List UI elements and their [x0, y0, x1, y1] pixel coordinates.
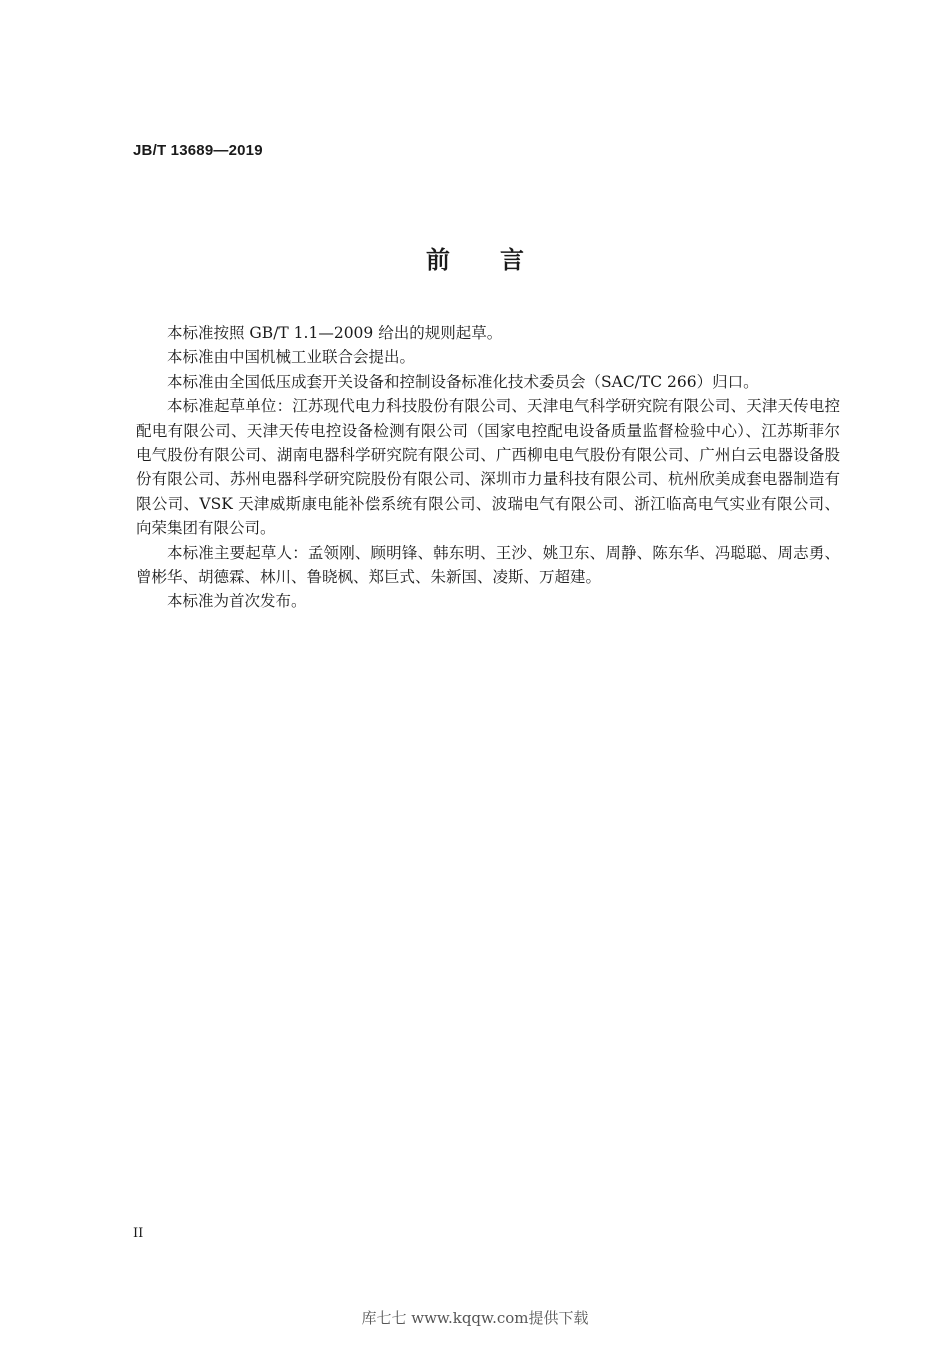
paragraph-drafting-units: 本标准起草单位：江苏现代电力科技股份有限公司、天津电气科学研究院有限公司、天津天传电控配电有限公司、天津天传电控设备检测有限公司（国家电控配电设备质量监督检验中心）、江苏斯菲尔电气股份有限公司、湖南电器科学研究院有限公司、广西柳电电气股份有限公司、广州白云电器设备股份有限公司、苏州电器科学研究院股份有限公司、深圳市力量科技有限公司、杭州欣美成套电器制造有限公司、VSK 天津威斯康电能补偿系统有限公司、波瑞电气有限公司、浙江临高电气实业有限公司、向荣集团有限公司。	[136, 397, 840, 538]
foreword-body	[136, 321, 840, 614]
standard-number: JB/T 13689—2019	[133, 142, 263, 159]
paragraph-main-drafters: 本标准主要起草人：孟领刚、顾明锋、韩东明、王沙、姚卫东、周静、陈东华、冯聪聪、周志勇、曾彬华、胡德霖、林川、鲁晓枫、郑巨式、朱新国、凌斯、万超建。	[136, 543, 840, 587]
paragraph-proposer: 本标准由中国机械工业联合会提出。	[167, 348, 416, 367]
page-title: 前言	[426, 246, 574, 274]
page-number: II	[133, 1226, 144, 1241]
paragraph-drafting-rules: 本标准按照 GB/T 1.1—2009 给出的规则起草。	[167, 324, 503, 342]
paragraph-committee: 本标准由全国低压成套开关设备和控制设备标准化技术委员会（SAC/TC 266）归口。	[167, 372, 759, 391]
download-watermark: 库七七 www.kqqw.com提供下载	[361, 1309, 589, 1327]
paragraph-first-release: 本标准为首次发布。	[167, 592, 307, 611]
